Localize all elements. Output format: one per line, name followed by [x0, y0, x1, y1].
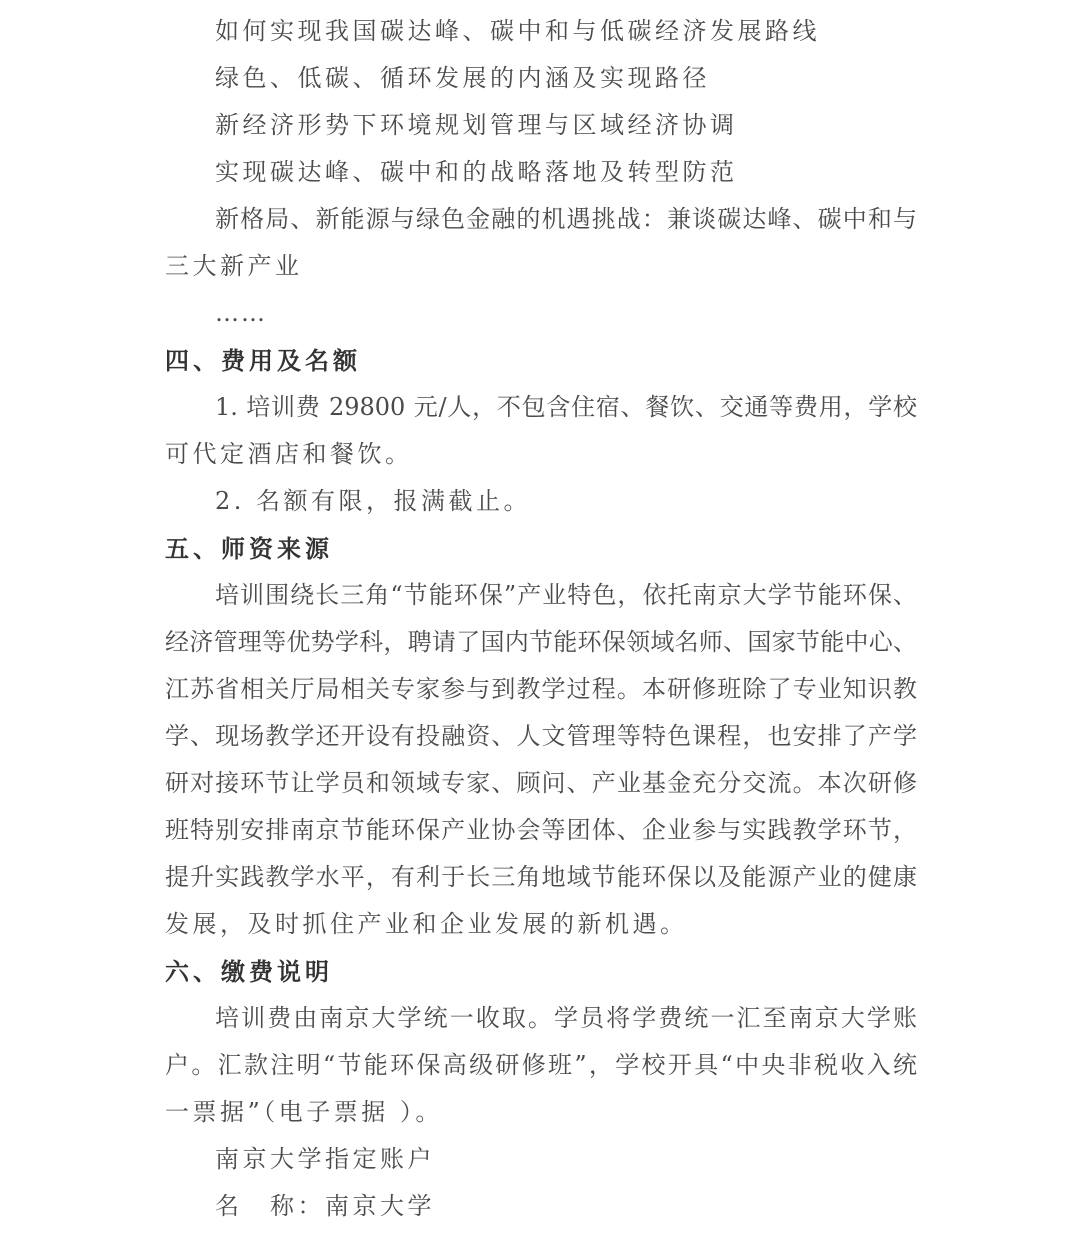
paragraph-line: 提升实践教学水平，有利于长三角地域节能环保以及能源产业的健康: [165, 863, 917, 891]
section-heading-fees: 四、费用及名额: [165, 346, 361, 375]
document-page: [165, 8, 917, 1230]
topic-item: 实现碳达峰、碳中和的战略落地及转型防范: [215, 158, 738, 186]
paragraph-line: 学、现场教学还开设有投融资、人文管理等特色课程，也安排了产学: [165, 722, 917, 750]
paragraph-line: 研对接环节让学员和领域专家、顾问、产业基金充分交流。本次研修: [165, 769, 917, 797]
section-heading-faculty: 五、师资来源: [165, 534, 333, 563]
topic-item: 新格局、新能源与绿色金融的机遇挑战：兼谈碳达峰、碳中和与: [215, 205, 917, 233]
paragraph-line: 经济管理等优势学科，聘请了国内节能环保领域名师、国家节能中心、: [165, 628, 917, 656]
paragraph-line: 培训围绕长三角“节能环保”产业特色，依托南京大学节能环保、: [215, 581, 917, 609]
paragraph-line: 户。汇款注明“节能环保高级研修班”，学校开具“中央非税收入统: [165, 1051, 917, 1079]
account-title: 南京大学指定账户: [215, 1145, 435, 1173]
paragraph-line: 班特别安排南京节能环保产业协会等团体、企业参与实践教学环节，: [165, 816, 917, 844]
paragraph-line: 2. 名额有限，报满截止。: [215, 487, 532, 515]
topic-item: 绿色、低碳、循环发展的内涵及实现路径: [215, 64, 710, 92]
topic-item: 如何实现我国碳达峰、碳中和与低碳经济发展路线: [215, 17, 820, 45]
paragraph-line: 培训费由南京大学统一收取。学员将学费统一汇至南京大学账: [215, 1004, 917, 1032]
paragraph-line: 江苏省相关厅局相关专家参与到教学过程。本研修班除了专业知识教: [165, 675, 917, 703]
topic-item: 新经济形势下环境规划管理与区域经济协调: [215, 111, 738, 139]
topic-item-continuation: 三大新产业: [165, 252, 303, 280]
paragraph-line: 发展，及时抓住产业和企业发展的新机遇。: [165, 910, 688, 938]
ellipsis: ……: [215, 299, 267, 327]
paragraph-line: 可代定酒店和餐饮。: [165, 440, 413, 468]
section-heading-payment: 六、缴费说明: [165, 957, 333, 986]
paragraph-line: 一票据”（电子票据 ）。: [165, 1098, 443, 1126]
paragraph-line: 1. 培训费 29800 元/人，不包含住宿、餐饮、交通等费用，学校: [215, 393, 917, 421]
account-name: 名 称：南京大学: [215, 1192, 435, 1220]
